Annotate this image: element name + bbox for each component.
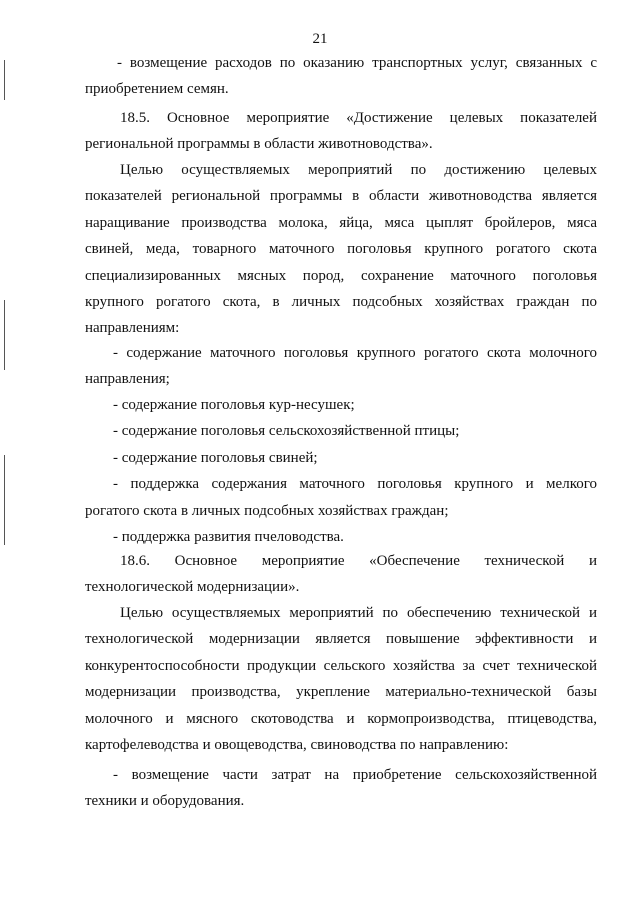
text-line: свиней, меда, товарного маточного поголовья крупного рогатого скота — [85, 241, 597, 258]
list-item: - содержание поголовья кур-несушек; — [113, 397, 355, 413]
text-line: технологической модернизации». — [85, 579, 300, 596]
text-line: 18.5. Основное мероприятие «Достижение целевых показателей — [120, 110, 597, 126]
text-line: рогатого скота в личных подсобных хозяйствах граждан; — [85, 502, 449, 519]
text-line: - возмещение расходов по оказанию транспортных услуг, связанных с — [117, 55, 597, 71]
text-line: конкурентоспособности продукции сельского хозяйства за счет технической — [85, 657, 597, 674]
text-line: направления; — [85, 371, 170, 388]
text-line: техники и оборудования. — [85, 793, 245, 810]
list-livestock — [85, 340, 597, 393]
paragraph-modernization — [85, 600, 597, 758]
list-item: - содержание маточного поголовья крупного рогатого скота молочного — [113, 345, 597, 361]
text-line: наращивание производства молока, яйца, мяса цыплят бройлеров, мяса — [85, 214, 597, 231]
list-item: - содержание поголовья свиней; — [113, 449, 318, 466]
text-line: крупного рогатого скота, в личных подсобных хозяйствах граждан по — [85, 294, 597, 311]
list-item: - поддержка содержания маточного поголовья крупного и мелкого — [113, 476, 597, 493]
page-number: 21 — [312, 31, 328, 47]
text-line: молочного и мясного скотоводства и кормопроизводства, птицеводства, — [85, 710, 597, 727]
section-heading-18-6 — [85, 548, 597, 601]
list-livestock-cont — [85, 392, 597, 550]
text-line: региональной программы в области животноводства». — [85, 136, 433, 153]
scan-edge-mark — [4, 455, 5, 545]
text-line: модернизации производства, укрепление материально-технической базы — [85, 684, 597, 701]
text-line: показателей региональной программы в области животноводства является — [85, 188, 597, 205]
section-heading-18-5 — [85, 105, 597, 158]
text-line: специализированных мясных пород, сохранение маточного поголовья — [85, 267, 597, 284]
text-line: Целью осуществляемых мероприятий по обеспечению технической и — [120, 605, 597, 621]
paragraph-livestock — [85, 157, 597, 342]
body-text — [85, 50, 597, 103]
list-item: - содержание поголовья сельскохозяйственной птицы; — [113, 423, 460, 440]
list-item: - возмещение части затрат на приобретение сельскохозяйственной — [113, 767, 597, 783]
list-item: - поддержка развития пчеловодства. — [113, 529, 344, 546]
list-modernization — [85, 762, 597, 815]
text-line: технологической модернизации является повышение эффективности и — [85, 631, 597, 648]
scan-edge-mark — [4, 60, 5, 100]
scan-edge-mark — [4, 300, 5, 370]
text-line: приобретением семян. — [85, 81, 229, 98]
text-line: 18.6. Основное мероприятие «Обеспечение технической и — [120, 553, 597, 569]
text-line: направлениям: — [85, 320, 180, 337]
text-line: Целью осуществляемых мероприятий по достижению целевых — [120, 162, 597, 178]
text-line: картофелеводства и овощеводства, свиноводства по направлению: — [85, 737, 509, 754]
